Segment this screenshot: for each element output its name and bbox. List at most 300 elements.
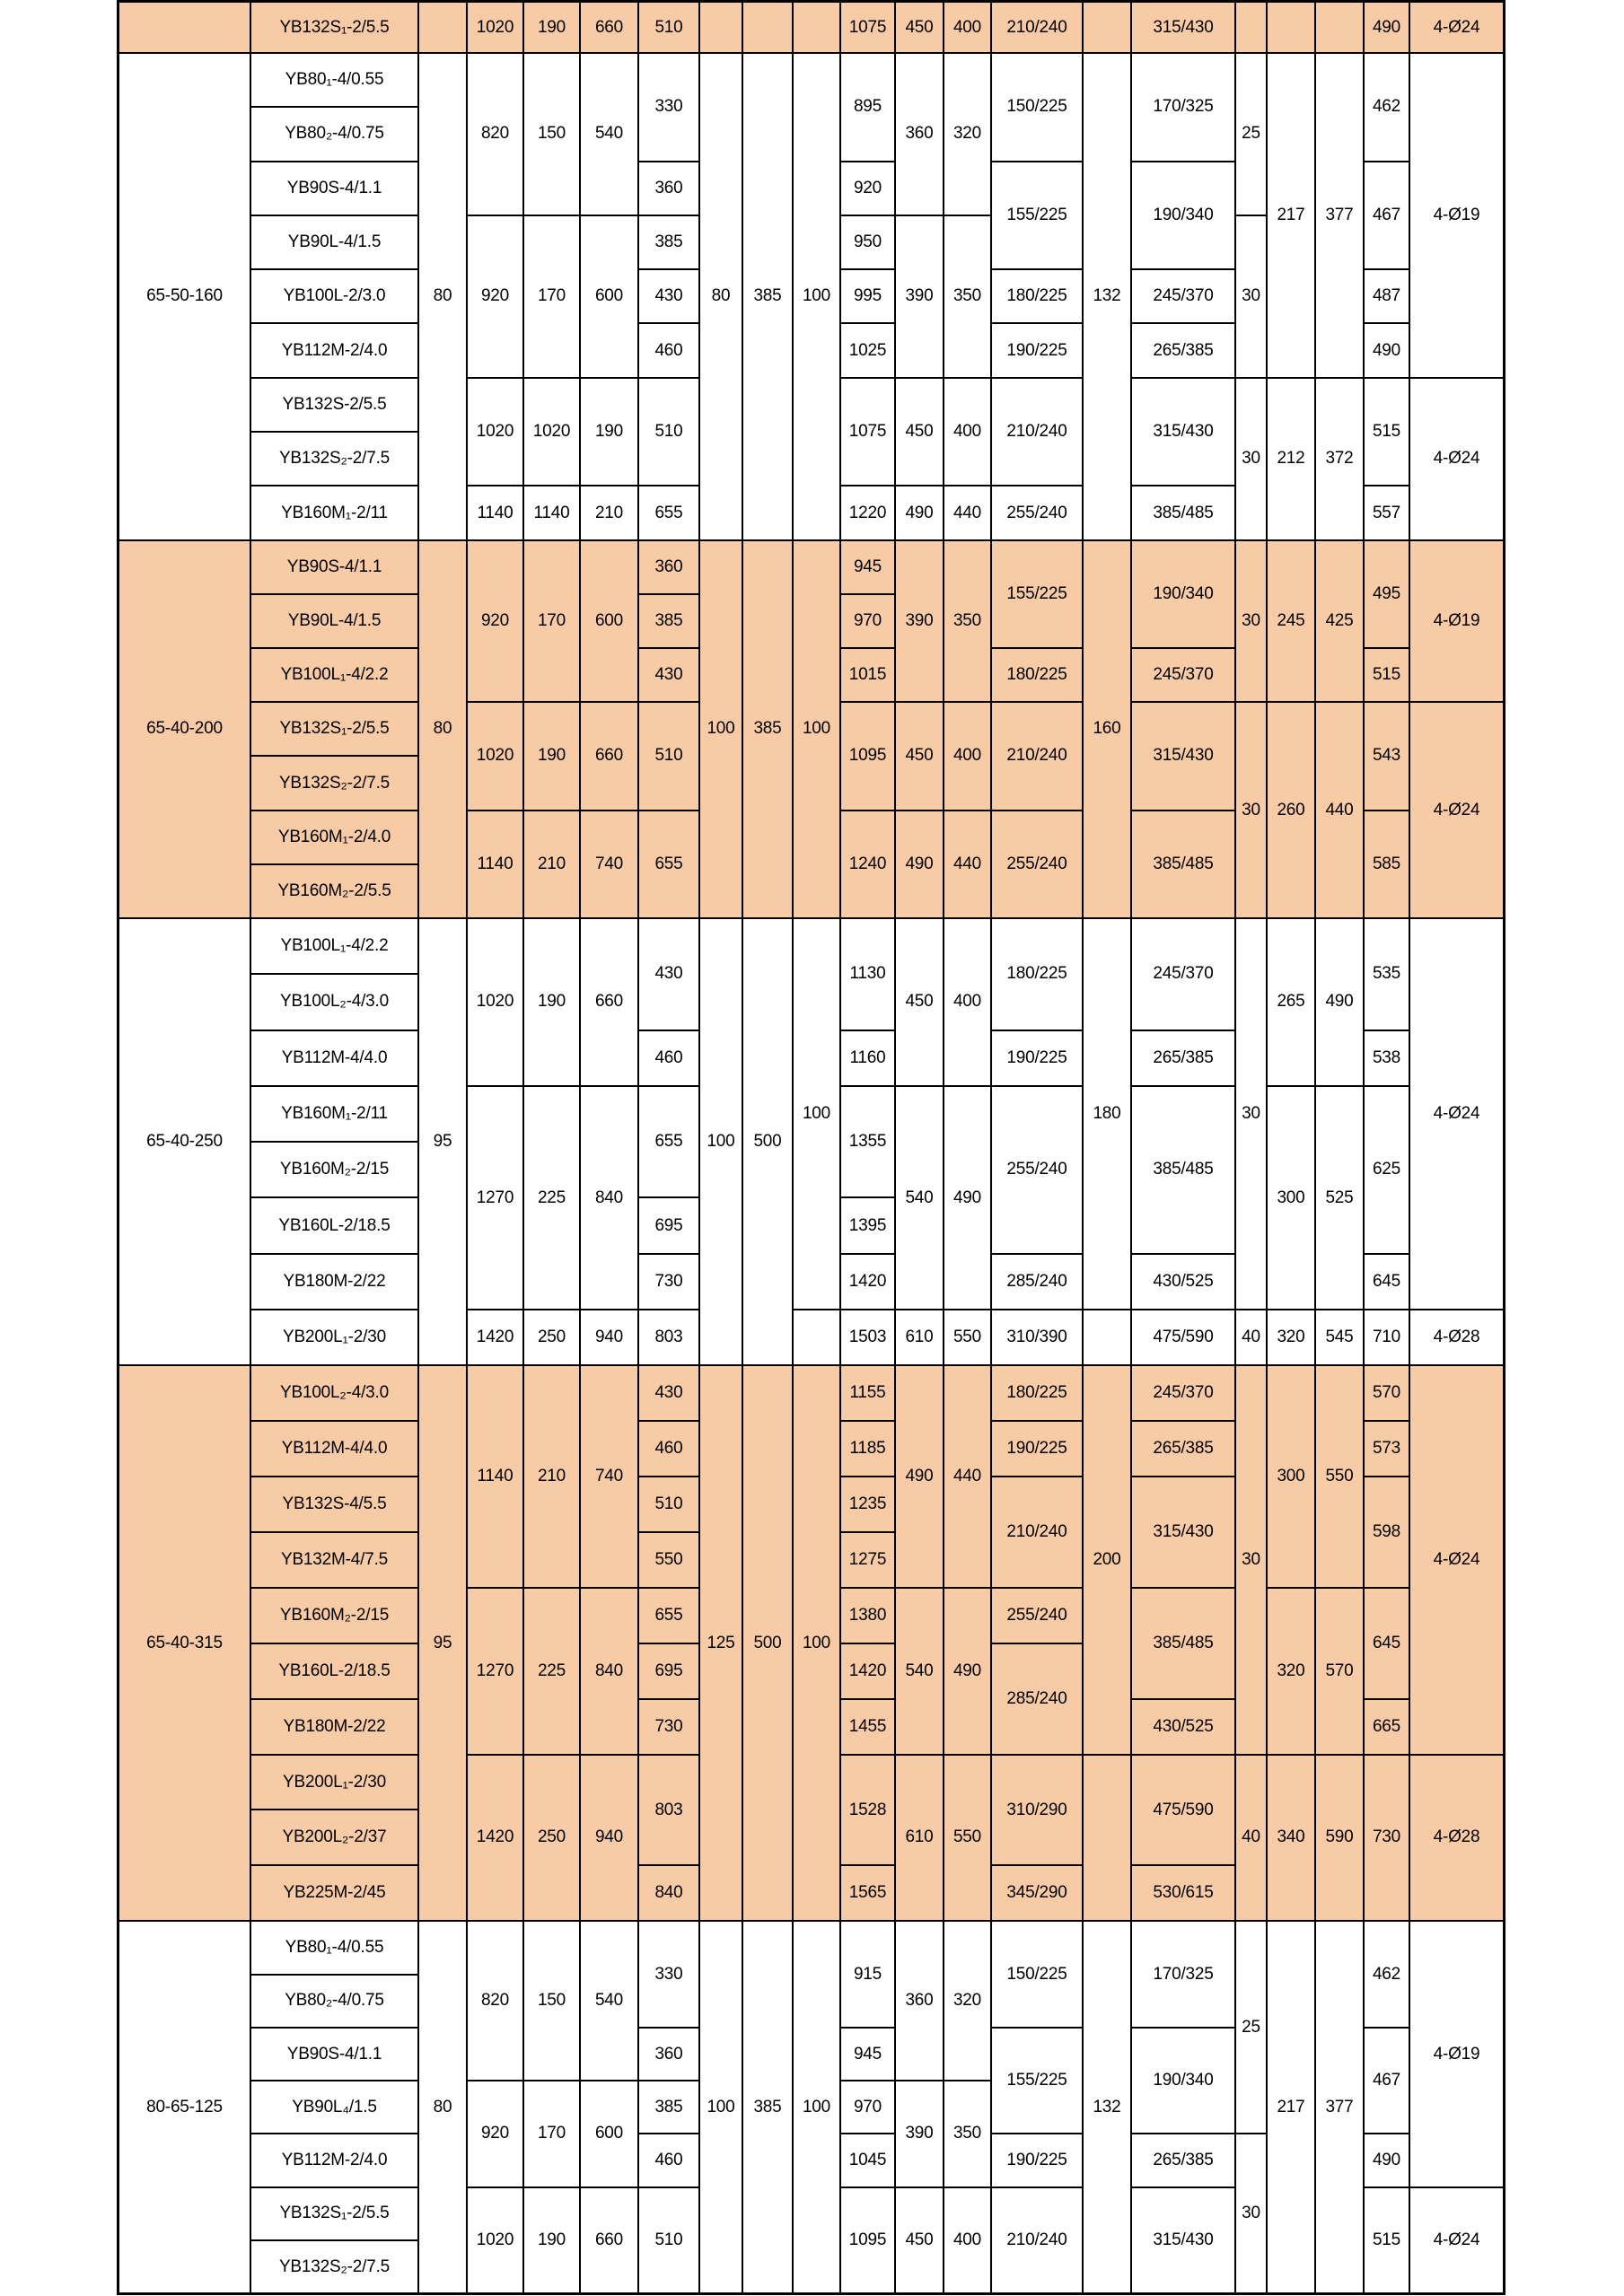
dimension-cell-c7: 510 <box>639 1477 698 1531</box>
dimension-cell-c5: 250 <box>524 1756 579 1921</box>
dimension-cell-c7: 510 <box>639 379 698 486</box>
dimension-cell-c17: 40 <box>1236 1756 1266 1921</box>
motor-model-cell: YB200L₁-2/30 <box>251 1310 417 1364</box>
dimension-cell-c7: 385 <box>639 595 698 647</box>
pump-model-cell: 65-40-200 <box>119 541 250 917</box>
dimension-cell-c7: 655 <box>639 486 698 539</box>
motor-model-cell: YB180M-2/22 <box>251 1255 417 1309</box>
motor-model-cell: YB100L₁-4/2.2 <box>251 919 417 973</box>
dimension-cell-c21: 4-Ø19 <box>1410 54 1503 377</box>
dimension-cell-c5: 210 <box>524 811 579 917</box>
motor-model-cell: YB100L₂-4/3.0 <box>251 975 417 1029</box>
dimension-cell-c4: 1020 <box>468 703 522 809</box>
dimension-cell-c14: 210/240 <box>992 3 1082 52</box>
dimension-cell-c5: 1020 <box>524 379 579 486</box>
motor-model-cell: YB160M₁-2/11 <box>251 486 417 539</box>
motor-model-cell: YB225M-2/45 <box>251 1866 417 1920</box>
dimension-cell-c7: 655 <box>639 1589 698 1643</box>
dimension-cell-c20: 490 <box>1365 3 1409 52</box>
dimension-cell-c3: 95 <box>419 1366 466 1920</box>
dimension-cell-c10: 100 <box>794 54 839 539</box>
dimension-cell-c6: 940 <box>581 1756 637 1921</box>
dimension-cell-c21: 4-Ø19 <box>1410 541 1503 702</box>
dimension-cell-c16: 190/340 <box>1132 2029 1234 2134</box>
dimension-cell-c7: 460 <box>639 2134 698 2186</box>
dimension-cell-c18: 300 <box>1268 1087 1314 1309</box>
motor-model-cell: YB80₁-4/0.55 <box>251 54 417 106</box>
dimension-cell-c16: 265/385 <box>1132 2134 1234 2186</box>
dimension-cell-c11: 1130 <box>841 919 894 1030</box>
dimension-cell-c14: 155/225 <box>992 162 1082 269</box>
dimension-cell-c20: 467 <box>1365 2029 1409 2134</box>
dimension-cell-c6: 840 <box>581 1589 637 1754</box>
dimension-cell-c10: 100 <box>794 541 839 917</box>
dimension-cell-c6: 600 <box>581 216 637 377</box>
dimension-cell-c11: 1275 <box>841 1533 894 1587</box>
motor-model-cell: YB132S-2/5.5 <box>251 379 417 431</box>
dimension-cell-c12: 360 <box>896 54 943 215</box>
dimension-cell-c12: 450 <box>896 3 943 52</box>
dimension-cell-c20: 538 <box>1365 1031 1409 1085</box>
dimension-cell-c16: 385/485 <box>1132 811 1234 917</box>
dimension-cell-c13: 490 <box>944 1087 990 1309</box>
dimension-cell-c14: 210/240 <box>992 703 1082 809</box>
dimension-cell-c10 <box>794 1310 839 1364</box>
dimension-cell-c19: 377 <box>1316 1922 1363 2292</box>
dimension-cell-c21: 4-Ø24 <box>1410 703 1503 917</box>
dimension-cell-c11: 1420 <box>841 1255 894 1309</box>
pump-model-cell: 65-40-250 <box>119 919 250 1364</box>
dimension-cell-c11: 945 <box>841 541 894 593</box>
dimension-cell-c18: 245 <box>1268 541 1314 702</box>
dimension-cell-c12: 610 <box>896 1310 943 1364</box>
dimension-cell-c12: 540 <box>896 1589 943 1754</box>
dimension-cell-c14: 310/290 <box>992 1756 1082 1865</box>
dimension-cell-c20: 598 <box>1365 1477 1409 1587</box>
motor-model-cell: YB100L₁-4/2.2 <box>251 649 417 701</box>
motor-model-cell: YB90S-4/1.1 <box>251 162 417 215</box>
dimension-cell-c19: 490 <box>1316 919 1363 1085</box>
dimension-cell-c6: 210 <box>581 486 637 539</box>
motor-model-cell: YB80₂-4/0.75 <box>251 1976 417 2027</box>
dimension-cell-c15: 180 <box>1084 919 1130 1309</box>
dimension-cell-c11: 1220 <box>841 486 894 539</box>
dimension-cell-c21: 4-Ø19 <box>1410 1922 1503 2186</box>
dimension-cell-c11: 1095 <box>841 2188 894 2293</box>
dimension-cell-c4: 920 <box>468 216 522 377</box>
dimension-cell-c14: 180/225 <box>992 919 1082 1030</box>
dimension-cell-c7: 840 <box>639 1866 698 1920</box>
motor-model-cell: YB132S₁-2/5.5 <box>251 3 417 52</box>
dimension-cell-c10: 100 <box>794 919 839 1309</box>
dimension-cell-c6: 940 <box>581 1310 637 1364</box>
pump-dimension-table <box>117 0 1505 2295</box>
dimension-cell-c21: 4-Ø28 <box>1410 1310 1503 1364</box>
dimension-cell-c13: 440 <box>944 811 990 917</box>
dimension-cell-c11: 1045 <box>841 2134 894 2186</box>
dimension-cell-c11: 1565 <box>841 1866 894 1920</box>
dimension-cell-c3: 80 <box>419 54 466 539</box>
dimension-cell-c5: 170 <box>524 2081 579 2186</box>
dimension-cell-c12: 540 <box>896 1087 943 1309</box>
dimension-cell-c5: 190 <box>524 703 579 809</box>
dimension-cell-c11: 895 <box>841 54 894 161</box>
dimension-cell-c14: 345/290 <box>992 1866 1082 1920</box>
dimension-cell-c12: 490 <box>896 486 943 539</box>
dimension-cell-c7: 330 <box>639 54 698 161</box>
dimension-cell-c11: 970 <box>841 595 894 647</box>
dimension-cell-c18: 320 <box>1268 1310 1314 1364</box>
dimension-cell-c4: 920 <box>468 2081 522 2186</box>
dimension-cell-c20: 462 <box>1365 1922 1409 2027</box>
dimension-cell-c15: 132 <box>1084 54 1130 539</box>
dimension-cell-c19: 550 <box>1316 1366 1363 1587</box>
dimension-cell-c5: 210 <box>524 1366 579 1587</box>
dimension-cell-c16: 430/525 <box>1132 1255 1234 1309</box>
dimension-cell-c8: 100 <box>700 1922 742 2292</box>
motor-model-cell: YB132S₁-2/5.5 <box>251 703 417 755</box>
dimension-cell-c7: 655 <box>639 1087 698 1197</box>
dimension-cell-c20: 490 <box>1365 2134 1409 2186</box>
dimension-cell-c21: 4-Ø24 <box>1410 1366 1503 1753</box>
dimension-cell-c16: 385/485 <box>1132 1087 1234 1253</box>
motor-model-cell: YB160L-2/18.5 <box>251 1198 417 1252</box>
dimension-cell-c4: 1020 <box>468 2188 522 2293</box>
motor-model-cell: YB90L-4/1.5 <box>251 595 417 647</box>
dimension-cell-c16: 265/385 <box>1132 324 1234 376</box>
motor-model-cell: YB132S₂-2/7.5 <box>251 2241 417 2292</box>
dimension-cell-c17 <box>1236 3 1266 52</box>
dimension-cell-c7: 803 <box>639 1310 698 1364</box>
dimension-cell-c4: 1140 <box>468 486 522 539</box>
dimension-cell-c20: 625 <box>1365 1087 1409 1253</box>
dimension-cell-c7: 385 <box>639 2081 698 2133</box>
dimension-cell-c11: 1503 <box>841 1310 894 1364</box>
dimension-cell-c7: 430 <box>639 1366 698 1420</box>
dimension-cell-c11: 915 <box>841 1922 894 2027</box>
dimension-cell-c12: 390 <box>896 541 943 702</box>
motor-model-cell: YB200L₁-2/30 <box>251 1756 417 1810</box>
dimension-cell-c15: 132 <box>1084 1922 1130 2292</box>
dimension-cell-c4: 1020 <box>468 379 522 486</box>
dimension-cell-c5: 170 <box>524 541 579 702</box>
dimension-cell-c17: 30 <box>1236 541 1266 702</box>
dimension-cell-c11: 1015 <box>841 649 894 701</box>
dimension-cell-c6: 740 <box>581 811 637 917</box>
dimension-cell-c6: 660 <box>581 2188 637 2293</box>
dimension-cell-c20: 710 <box>1365 1310 1409 1364</box>
dimension-cell-c21: 4-Ø24 <box>1410 919 1503 1309</box>
dimension-cell-c19: 590 <box>1316 1756 1363 1921</box>
dimension-cell-c20: 585 <box>1365 811 1409 917</box>
dimension-cell-c13: 400 <box>944 703 990 809</box>
dimension-cell-c13: 440 <box>944 1366 990 1587</box>
dimension-cell-c6: 840 <box>581 1087 637 1309</box>
dimension-cell-c6: 660 <box>581 919 637 1085</box>
motor-model-cell: YB132S₁-2/5.5 <box>251 2188 417 2239</box>
dimension-cell-c10: 100 <box>794 1366 839 1920</box>
dimension-cell-c7: 385 <box>639 216 698 268</box>
dimension-cell-c12: 610 <box>896 1756 943 1921</box>
dimension-cell-c9 <box>743 3 792 52</box>
dimension-cell-c18: 260 <box>1268 703 1314 917</box>
dimension-cell-c12: 390 <box>896 2081 943 2186</box>
dimension-cell-c15 <box>1084 3 1130 52</box>
dimension-cell-c14: 210/240 <box>992 2188 1082 2293</box>
dimension-cell-c16: 315/430 <box>1132 703 1234 809</box>
motor-model-cell: YB132S₂-2/7.5 <box>251 433 417 485</box>
dimension-cell-c13: 320 <box>944 54 990 215</box>
dimension-cell-c17: 30 <box>1236 216 1266 377</box>
dimension-cell-c6: 600 <box>581 2081 637 2186</box>
motor-model-cell: YB90L-4/1.5 <box>251 216 417 268</box>
dimension-cell-c3: 95 <box>419 919 466 1364</box>
dimension-cell-c4: 1140 <box>468 811 522 917</box>
dimension-cell-c16: 475/590 <box>1132 1310 1234 1364</box>
motor-model-cell: YB80₁-4/0.55 <box>251 1922 417 1973</box>
dimension-cell-c7: 510 <box>639 2188 698 2293</box>
dimension-cell-c14: 180/225 <box>992 649 1082 701</box>
dimension-cell-c11: 1380 <box>841 1589 894 1643</box>
dimension-cell-c4: 1140 <box>468 1366 522 1587</box>
dimension-cell-c19 <box>1316 3 1363 52</box>
dimension-cell-c7: 510 <box>639 3 698 52</box>
dimension-cell-c20: 645 <box>1365 1255 1409 1309</box>
dimension-cell-c12: 390 <box>896 216 943 377</box>
dimension-cell-c20: 490 <box>1365 324 1409 376</box>
dimension-cell-c4: 820 <box>468 54 522 215</box>
dimension-cell-c14: 190/225 <box>992 1031 1082 1085</box>
dimension-cell-c13: 400 <box>944 2188 990 2293</box>
dimension-cell-c12: 450 <box>896 2188 943 2293</box>
dimension-cell-c16: 315/430 <box>1132 2188 1234 2293</box>
dimension-cell-c20: 462 <box>1365 54 1409 161</box>
dimension-cell-c17: 30 <box>1236 919 1266 1309</box>
dimension-cell-c7: 460 <box>639 324 698 376</box>
dimension-cell-c20: 487 <box>1365 270 1409 322</box>
dimension-cell-c14: 285/240 <box>992 1255 1082 1309</box>
dimension-cell-c3: 80 <box>419 1922 466 2292</box>
dimension-cell-c13: 350 <box>944 2081 990 2186</box>
dimension-cell-c12: 450 <box>896 703 943 809</box>
dimension-cell-c18: 320 <box>1268 1589 1314 1754</box>
dimension-cell-c12: 450 <box>896 919 943 1085</box>
dimension-cell-c4: 1270 <box>468 1589 522 1754</box>
dimension-cell-c6: 190 <box>581 379 637 486</box>
dimension-cell-c6: 660 <box>581 703 637 809</box>
dimension-cell-c11: 1155 <box>841 1366 894 1420</box>
dimension-cell-c7: 730 <box>639 1255 698 1309</box>
dimension-cell-c14: 255/240 <box>992 811 1082 917</box>
dimension-cell-c8: 80 <box>700 54 742 539</box>
dimension-cell-c12: 360 <box>896 1922 943 2080</box>
motor-model-cell: YB90S-4/1.1 <box>251 541 417 593</box>
dimension-cell-c16: 245/370 <box>1132 649 1234 701</box>
dimension-cell-c21: 4-Ø24 <box>1410 379 1503 539</box>
motor-model-cell: YB160M₂-2/5.5 <box>251 865 417 917</box>
dimension-cell-c16: 265/385 <box>1132 1031 1234 1085</box>
dimension-cell-c16: 245/370 <box>1132 919 1234 1030</box>
dimension-cell-c13: 400 <box>944 3 990 52</box>
dimension-cell-c7: 360 <box>639 162 698 215</box>
dimension-cell-c19: 570 <box>1316 1589 1363 1754</box>
dimension-cell-c21: 4-Ø24 <box>1410 3 1503 52</box>
dimension-cell-c16: 385/485 <box>1132 486 1234 539</box>
dimension-cell-c7: 430 <box>639 270 698 322</box>
dimension-cell-c4: 1020 <box>468 919 522 1085</box>
dimension-cell-c13: 490 <box>944 1589 990 1754</box>
dimension-cell-c20: 645 <box>1365 1589 1409 1698</box>
dimension-cell-c18: 300 <box>1268 1366 1314 1587</box>
dimension-cell-c13: 400 <box>944 379 990 486</box>
dimension-cell-c18: 217 <box>1268 1922 1314 2292</box>
motor-model-cell: YB160M₁-2/4.0 <box>251 811 417 863</box>
dimension-cell-c16: 245/370 <box>1132 1366 1234 1420</box>
dimension-cell-c20: 515 <box>1365 649 1409 701</box>
dimension-cell-c15: 200 <box>1084 1366 1130 1753</box>
dimension-cell-c17: 25 <box>1236 54 1266 215</box>
motor-model-cell: YB160M₂-2/15 <box>251 1589 417 1643</box>
dimension-cell-c14: 210/240 <box>992 1477 1082 1587</box>
dimension-cell-c7: 803 <box>639 1756 698 1865</box>
dimension-cell-c11: 1075 <box>841 379 894 486</box>
dimension-cell-c4: 920 <box>468 541 522 702</box>
dimension-cell-c16: 245/370 <box>1132 270 1234 322</box>
dimension-cell-c6: 740 <box>581 1366 637 1587</box>
dimension-cell-c20: 665 <box>1365 1700 1409 1754</box>
dimension-cell-c7: 510 <box>639 703 698 809</box>
dimension-cell-c14: 155/225 <box>992 541 1082 647</box>
dimension-cell-c16: 265/385 <box>1132 1422 1234 1476</box>
dimension-cell-c14: 150/225 <box>992 1922 1082 2027</box>
dimension-cell-c11: 1240 <box>841 811 894 917</box>
dimension-cell-c7: 695 <box>639 1198 698 1252</box>
dimension-cell-c19: 440 <box>1316 703 1363 917</box>
dimension-cell-c11: 1235 <box>841 1477 894 1531</box>
dimension-cell-c17: 40 <box>1236 1310 1266 1364</box>
dimension-cell-c20: 543 <box>1365 703 1409 809</box>
dimension-cell-c20: 557 <box>1365 486 1409 539</box>
dimension-cell-c16: 190/340 <box>1132 541 1234 647</box>
dimension-cell-c7: 655 <box>639 811 698 917</box>
dimension-cell-c9: 500 <box>743 919 792 1364</box>
dimension-cell-c16: 315/430 <box>1132 3 1234 52</box>
dimension-cell-c17: 30 <box>1236 703 1266 917</box>
dimension-cell-c17: 25 <box>1236 1922 1266 2133</box>
dimension-cell-c19: 525 <box>1316 1087 1363 1309</box>
dimension-cell-c5: 225 <box>524 1087 579 1309</box>
pump-model-cell <box>119 3 250 52</box>
dimension-cell-c16: 430/525 <box>1132 1700 1234 1754</box>
dimension-cell-c14: 190/225 <box>992 324 1082 376</box>
dimension-cell-c20: 535 <box>1365 919 1409 1030</box>
dimension-cell-c7: 360 <box>639 541 698 593</box>
dimension-cell-c6: 660 <box>581 3 637 52</box>
dimension-cell-c6: 540 <box>581 1922 637 2080</box>
dimension-cell-c6: 600 <box>581 541 637 702</box>
dimension-cell-c11: 1025 <box>841 324 894 376</box>
dimension-cell-c8: 125 <box>700 1366 742 1920</box>
dimension-cell-c14: 190/225 <box>992 2134 1082 2186</box>
dimension-cell-c18: 217 <box>1268 54 1314 377</box>
dimension-cell-c21: 4-Ø28 <box>1410 1756 1503 1921</box>
dimension-cell-c14: 285/240 <box>992 1644 1082 1754</box>
dimension-cell-c11: 1355 <box>841 1087 894 1197</box>
dimension-cell-c13: 440 <box>944 486 990 539</box>
dimension-cell-c5: 225 <box>524 1589 579 1754</box>
dimension-cell-c17: 30 <box>1236 1366 1266 1753</box>
dimension-cell-c11: 1160 <box>841 1031 894 1085</box>
dimension-cell-c10: 100 <box>794 1922 839 2292</box>
dimension-cell-c16: 475/590 <box>1132 1756 1234 1865</box>
dimension-cell-c5: 190 <box>524 3 579 52</box>
dimension-cell-c11: 1395 <box>841 1198 894 1252</box>
dimension-cell-c15 <box>1084 1310 1130 1364</box>
dimension-cell-c5: 250 <box>524 1310 579 1364</box>
dimension-cell-c12: 450 <box>896 379 943 486</box>
motor-model-cell: YB100L-2/3.0 <box>251 270 417 322</box>
dimension-cell-c12: 490 <box>896 811 943 917</box>
motor-model-cell: YB160M₁-2/11 <box>251 1087 417 1141</box>
dimension-cell-c14: 190/225 <box>992 1422 1082 1476</box>
dimension-cell-c5: 190 <box>524 2188 579 2293</box>
dimension-cell-c9: 500 <box>743 1366 792 1920</box>
dimension-cell-c11: 1095 <box>841 703 894 809</box>
dimension-cell-c16: 315/430 <box>1132 1477 1234 1587</box>
dimension-cell-c4: 1020 <box>468 3 522 52</box>
dimension-cell-c5: 150 <box>524 1922 579 2080</box>
motor-model-cell: YB180M-2/22 <box>251 1700 417 1754</box>
motor-model-cell: YB132S₂-2/7.5 <box>251 757 417 809</box>
dimension-cell-c5: 190 <box>524 919 579 1085</box>
dimension-cell-c19: 372 <box>1316 379 1363 539</box>
dimension-cell-c14: 155/225 <box>992 2029 1082 2134</box>
dimension-cell-c20: 573 <box>1365 1422 1409 1476</box>
motor-model-cell: YB160M₂-2/15 <box>251 1143 417 1196</box>
dimension-cell-c20: 495 <box>1365 541 1409 647</box>
dimension-cell-c16: 385/485 <box>1132 1589 1234 1698</box>
dimension-cell-c4: 820 <box>468 1922 522 2080</box>
dimension-cell-c13: 350 <box>944 541 990 702</box>
motor-model-cell: YB200L₂-2/37 <box>251 1810 417 1864</box>
motor-model-cell: YB90L₄/1.5 <box>251 2081 417 2133</box>
dimension-cell-c19: 377 <box>1316 54 1363 377</box>
dimension-cell-c14: 310/390 <box>992 1310 1082 1364</box>
dimension-cell-c17: 30 <box>1236 379 1266 539</box>
dimension-cell-c8: 100 <box>700 919 742 1364</box>
dimension-cell-c11: 1185 <box>841 1422 894 1476</box>
dimension-cell-c7: 360 <box>639 2029 698 2080</box>
dimension-cell-c21: 4-Ø24 <box>1410 2188 1503 2293</box>
dimension-cell-c7: 460 <box>639 1031 698 1085</box>
dimension-cell-c7: 430 <box>639 919 698 1030</box>
dimension-cell-c13: 350 <box>944 216 990 377</box>
dimension-cell-c6: 540 <box>581 54 637 215</box>
dimension-cell-c13: 550 <box>944 1756 990 1921</box>
dimension-cell-c14: 180/225 <box>992 270 1082 322</box>
dimension-cell-c9: 385 <box>743 1922 792 2292</box>
dimension-cell-c12: 490 <box>896 1366 943 1587</box>
dimension-cell-c5: 1140 <box>524 486 579 539</box>
dimension-cell-c19: 545 <box>1316 1310 1363 1364</box>
dimension-cell-c14: 255/240 <box>992 1589 1082 1643</box>
dimension-cell-c4: 1420 <box>468 1310 522 1364</box>
dimension-cell-c3 <box>419 3 466 52</box>
dimension-cell-c14: 150/225 <box>992 54 1082 161</box>
dimension-cell-c11: 995 <box>841 270 894 322</box>
dimension-cell-c16: 315/430 <box>1132 379 1234 486</box>
dimension-cell-c7: 430 <box>639 649 698 701</box>
